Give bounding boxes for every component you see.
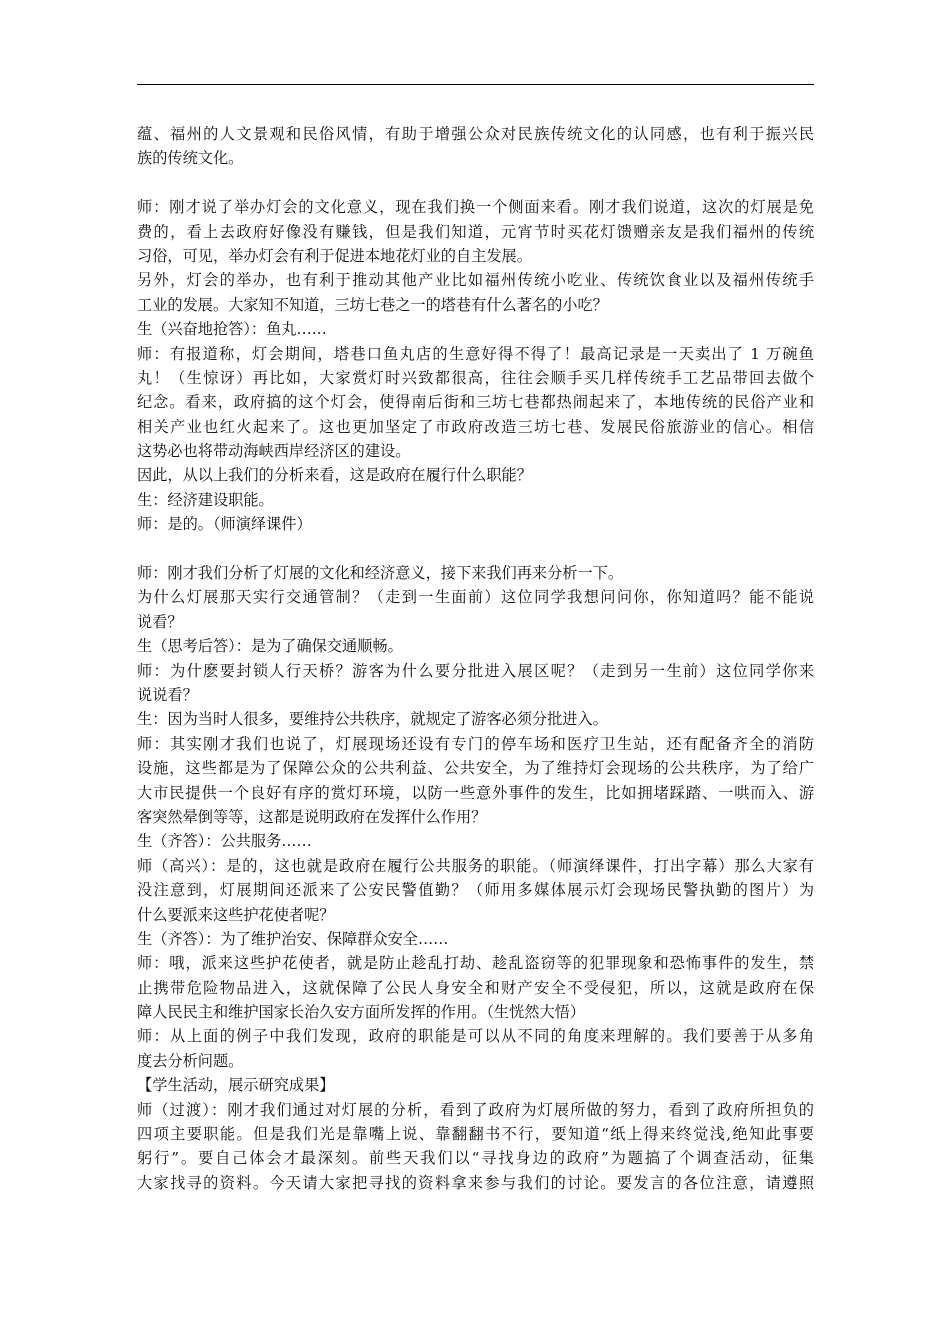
text-line: 师：刚才说了举办灯会的文化意义，现在我们换一个侧面来看。刚才我们说道，这次的灯展是免: [137, 198, 814, 217]
text-line: 这势必也将带动海峡西岸经济区的建设。: [137, 442, 411, 461]
text-line: 纪念。看来，政府搞的这个灯会，使得南后街和三坊七巷都热闹起来了，本地传统的民俗产业和: [137, 393, 814, 412]
text-line: 障人民民主和维护国家长治久安方面所发挥的作用。（生恍然大悟）: [137, 1003, 586, 1022]
text-line: 师：其实刚才我们也说了，灯展现场还设有专门的停车场和医疗卫生站，还有配备齐全的消防: [137, 734, 814, 753]
text-line: 习俗，可见，举办灯会有利于促进本地花灯业的自主发展。: [137, 246, 532, 265]
text-line: 师：哦，派来这些护花使者，就是防止趁乱打劫、趁乱盗窃等的犯罪现象和恐怖事件的发生，禁: [137, 954, 814, 973]
text-line: 止携带危险物品进入，这就保障了公民人身安全和财产安全不受侵犯，所以，这就是政府在保: [137, 978, 814, 997]
text-line: 说说看？: [137, 685, 198, 704]
text-line: 说看？: [137, 612, 183, 631]
text-line: 丸！（生惊讶）再比如，大家赏灯时兴致都很高，往往会顺手买几样传统手工艺品带回去做个: [137, 368, 814, 387]
text-line: 生（齐答）：公共服务……: [137, 832, 312, 851]
text-line: 另外，灯会的举办，也有利于推动其他产业比如福州传统小吃业、传统饮食业以及福州传统手: [137, 271, 814, 290]
text-line: 蕴、福州的人文景观和民俗风情，有助于增强公众对民族传统文化的认同感，也有利于振兴民: [137, 125, 814, 143]
text-line: 生：因为当时人很多，要维持公共秩序，就规定了游客必须分批进入。: [137, 710, 608, 729]
text-line: 没注意到，灯展期间还派来了公安民警值勤？（师用多媒体展示灯会现场民警执勤的图片）为: [137, 881, 814, 900]
text-line: 大市民提供一个良好有序的赏灯环境，以防一些意外事件的发生，比如拥堵踩踏、一哄而入、游: [137, 783, 814, 802]
blank-line: [137, 537, 814, 561]
text-line: 躬行”。要自己体会才最深刻。前些天我们以“寻找身边的政府”为题搞了个调查活动，征集: [137, 1149, 814, 1168]
text-line: 设施，这些都是为了保障公众的公共利益、公共安全，为了维持灯会现场的公共秩序，为了给广: [137, 759, 814, 778]
text-line: 师：有报道称，灯会期间，塔巷口鱼丸店的生意好得不得了！最高记录是一天卖出了 1 万碗鱼: [137, 344, 814, 363]
text-line: 师：从上面的例子中我们发现，政府的职能是可以从不同的角度来理解的。我们要善于从多角: [137, 1027, 814, 1046]
text-line: 度去分析问题。: [137, 1051, 244, 1070]
text-line: 族的传统文化。: [137, 149, 244, 168]
document-body: [137, 122, 814, 1195]
text-line: 生（齐答）：为了维护治安、保障群众安全……: [137, 929, 449, 948]
text-line: 师（过渡）：刚才我们通过对灯展的分析，看到了政府为灯展所做的努力，看到了政府所担负的: [137, 1100, 814, 1119]
text-line: 为什么灯展那天实行交通管制？（走到一生面前）这位同学我想问问你，你知道吗？能不能说: [137, 588, 814, 607]
text-line: 生（兴奋地抢答）：鱼丸……: [137, 320, 327, 339]
text-line: 师：是的。（师演绎课件）: [137, 515, 312, 534]
text-line: 客突然晕倒等等，这都是说明政府在发挥什么作用？: [137, 807, 487, 826]
header-rule: [137, 84, 814, 85]
text-line: 工业的发展。大家知不知道，三坊七巷之一的塔巷有什么著名的小吃？: [137, 295, 608, 314]
text-line: 费的，看上去政府好像没有赚钱，但是我们知道，元宵节时买花灯馈赠亲友是我们福州的传统: [137, 222, 814, 241]
text-line: 大家找寻的资料。今天请大家把寻找的资料拿来参与我们的讨论。要发言的各位注意，请遵照: [137, 1173, 814, 1192]
text-line: 相关产业也红火起来了。这也更加坚定了市政府改造三坊七巷、发展民俗旅游业的信心。相信: [137, 417, 814, 436]
blank-line: [137, 171, 814, 195]
text-line: 什么要派来这些护花使者呢？: [137, 905, 335, 924]
text-line: 师（高兴）：是的，这也就是政府在履行公共服务的职能。（师演绎课件，打出字幕）那么大家有: [137, 856, 814, 875]
text-line: 师：为什麽要封锁人行天桥？游客为什么要分批进入展区呢？（走到另一生前）这位同学你来: [137, 661, 814, 680]
text-line: 师：刚才我们分析了灯展的文化和经济意义，接下来我们再来分析一下。: [137, 564, 623, 583]
text-line: 生：经济建设职能。: [137, 490, 274, 509]
text-line: 四项主要职能。但是我们光是靠嘴上说、靠翻翻书不行，要知道“纸上得来终觉浅,绝知此事要: [137, 1125, 814, 1144]
text-line: 生（思考后答）：是为了确保交通顺畅。: [137, 637, 403, 656]
text-line: 【学生活动，展示研究成果】: [137, 1076, 335, 1095]
text-line: 因此，从以上我们的分析来看，这是政府在履行什么职能？: [137, 466, 532, 485]
